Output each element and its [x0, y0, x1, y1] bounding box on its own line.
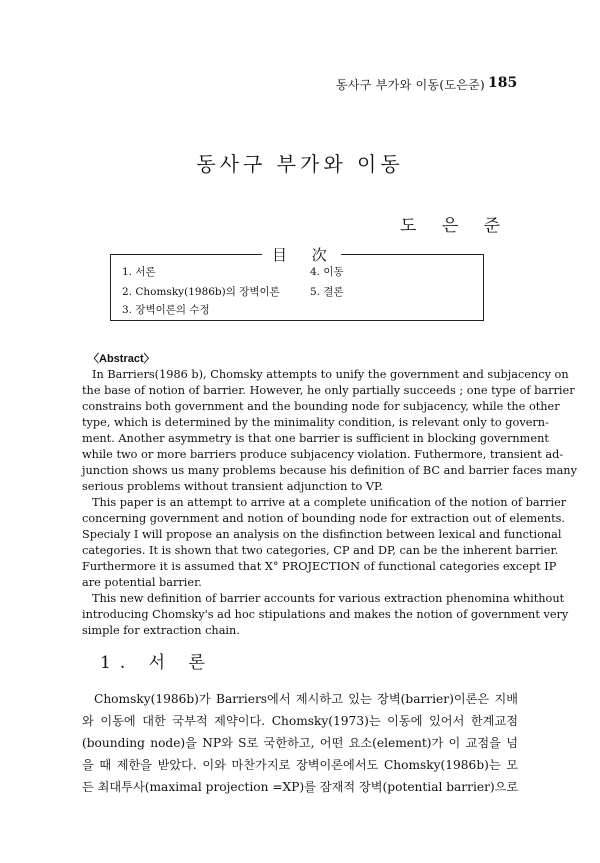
abstract-line: This paper is an attempt to arrive at a complete unification of the notion of barrier	[92, 496, 567, 509]
abstract-line: serious problems without transient adjunction to VP.	[82, 480, 383, 493]
toc-item: 4. 이동	[310, 266, 344, 278]
abstract-line: In Barriers(1986 b), Chomsky attempts to unify the government and subjacency on	[92, 368, 569, 381]
abstract-line: ment. Another asymmetry is that one barrier is sufficient in blocking government	[82, 432, 549, 445]
paper-title: 동사구 부가와 이동	[196, 152, 404, 176]
abstract-heading: 〈Abstract〉	[88, 353, 155, 365]
abstract-line: junction shows us many problems because his definition of BC and barrier faces many	[82, 464, 577, 477]
abstract-line: the base of notion of barrier. However, he only partially succeeds ; one type of barrier	[82, 384, 575, 397]
toc-item: 1. 서론	[122, 266, 156, 278]
body-line: 든 최대투사(maximal projection =XP)를 잠재적 장벽(potential barrier)으로	[82, 780, 519, 794]
abstract-line: Furthermore it is assumed that X° PROJECTION of functional categories except IP	[82, 560, 557, 573]
body-line: 을 때 제한을 받았다. 이와 마찬가지로 장벽이론에서도 Chomsky(1986b)는 모	[82, 758, 518, 772]
toc-item: 5. 결론	[310, 286, 344, 298]
toc-item: 2. Chomsky(1986b)의 장벽이론	[122, 286, 280, 298]
running-title: 동사구 부가와 이동(도은준)	[336, 78, 486, 92]
abstract-line: categories. It is shown that two categories, CP and DP, can be the inherent barrier.	[82, 544, 559, 557]
abstract-line: type, which is determined by the minimality condition, is relevant only to govern-	[82, 416, 549, 429]
abstract-line: are potential barrier.	[82, 576, 202, 589]
section-heading: 1. 서 론	[100, 653, 214, 673]
abstract-line: concerning government and notion of bounding node for extraction out of elements.	[82, 512, 566, 525]
author-name: 도 은 준	[400, 216, 511, 236]
abstract-line: while two or more barriers produce subjacency violation. Futhermore, transient ad-	[82, 448, 564, 461]
page-number: 185	[488, 75, 518, 91]
toc-item: 3. 장벽이론의 수정	[122, 304, 210, 316]
toc-heading: 目 次	[268, 244, 341, 265]
body-line: Chomsky(1986b)가 Barriers에서 제시하고 있는 장벽(barrier)이론은 지배	[94, 692, 518, 706]
abstract-line: This new definition of barrier accounts for various extraction phenomina whithout	[92, 592, 565, 605]
abstract-line: simple for extraction chain.	[82, 624, 240, 637]
abstract-line: constrains both government and the bounding node for subjacency, while the other	[82, 400, 560, 413]
abstract-line: introducing Chomsky's ad hoc stipulations and makes the notion of government very	[82, 608, 569, 621]
abstract-line: Specialy I will propose an analysis on the disfinction between lexical and functional	[82, 528, 562, 541]
body-line: (bounding node)을 NP와 S로 국한하고, 어떤 요소(element)가 이 교점을 넘	[82, 736, 518, 750]
body-line: 와 이동에 대한 국부적 제약이다. Chomsky(1973)는 이동에 있어서 한계교점	[82, 714, 518, 728]
